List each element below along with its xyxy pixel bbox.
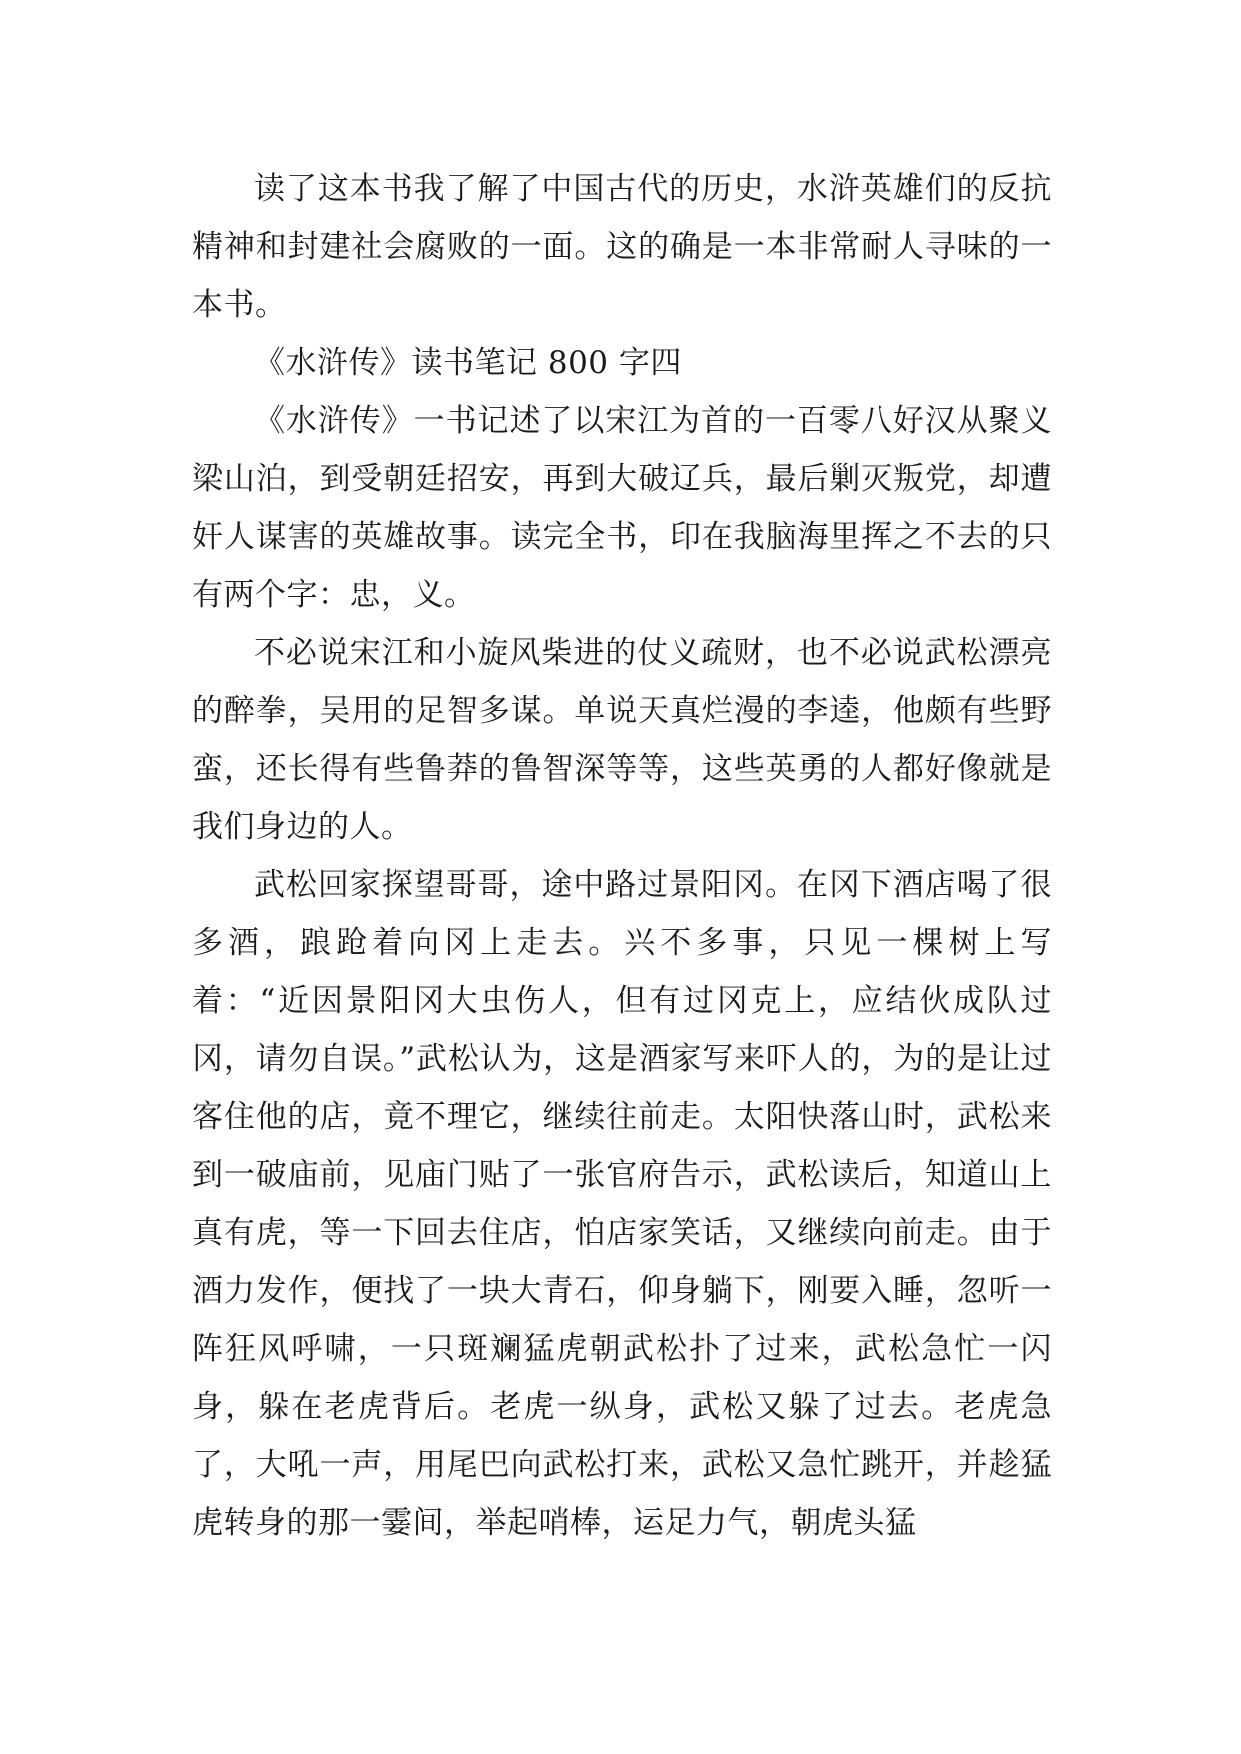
section-heading: 《水浒传》读书笔记 800 字四 xyxy=(254,345,682,381)
paragraph-wusong-story: 武松回家探望哥哥，途中路过景阳冈。在冈下酒店喝了很多酒，踉跄着向冈上走去。兴不多事，只见一棵树上写着：“近因景阳冈大虫伤人，但有过冈克上，应结伙成队过冈，请勿自误。”武松认为，这是酒家写来吓人的，为的是让过客住他的店，竟不理它，继续往前走。太阳快落山时，武松来到一破庙前，见庙门贴了一张官府告示，武松读后，知道山上真有虎，等一下回去住店，怕店家笑话，又继续向前走。由于酒力发作，便找了一块大青石，仰身躺下，刚要入睡，忽听一阵狂风呼啸，一只斑斓猛虎朝武松扑了过来，武松急忙一闪身，躲在老虎背后。老虎一纵身，武松又躲了过去。老虎急了，大吼一声，用尾巴向武松打来，武松又急忙跳开，并趁猛虎转身的那一霎间，举起哨棒，运足力气，朝虎头猛 xyxy=(192,867,1052,1541)
paragraph-conclusion: 读了这本书我了解了中国古代的历史，水浒英雄们的反抗精神和封建社会腐败的一面。这的确是一本非常耐人寻味的一本书。 xyxy=(192,171,1052,323)
paragraph-heroes: 不必说宋江和小旋风柴进的仗义疏财，也不必说武松漂亮的醉拳，吴用的足智多谋。单说天真烂漫的李逵，他颇有些野蛮，还长得有些鲁莽的鲁智深等等，这些英勇的人都好像就是我们身边的人。 xyxy=(192,635,1052,845)
paragraph-intro: 《水浒传》一书记述了以宋江为首的一百零八好汉从聚义梁山泊，到受朝廷招安，再到大破辽兵，最后剿灭叛党，却遭奸人谋害的英雄故事。读完全书，印在我脑海里挥之不去的只有两个字：忠，义。 xyxy=(192,403,1052,613)
document-page xyxy=(192,160,1052,1552)
